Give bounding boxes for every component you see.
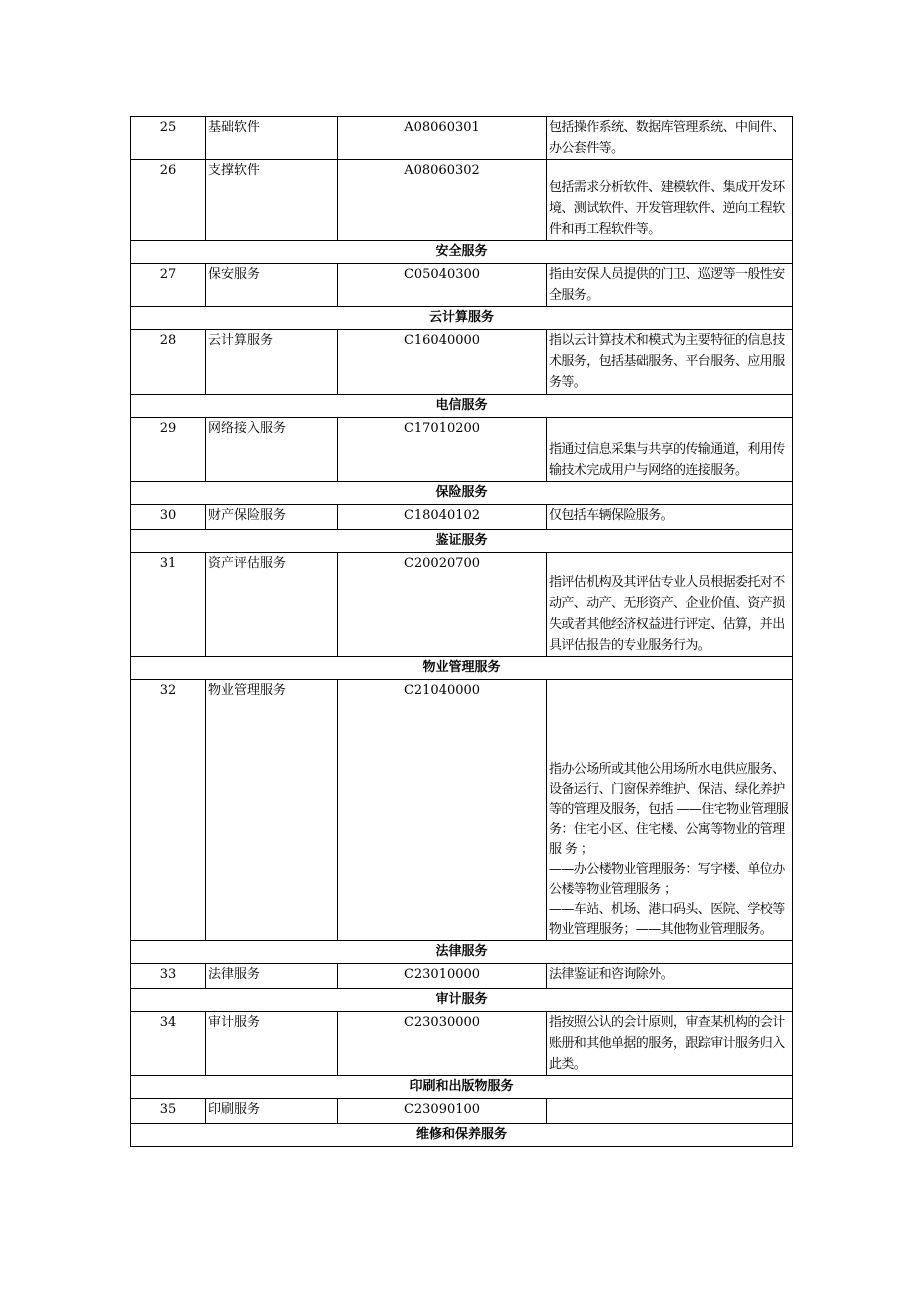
section-header (131, 1076, 793, 1099)
table-row (131, 1099, 793, 1124)
description-text: 指由安保人员提供的门卫、巡逻等一般性安全服务。 (549, 267, 785, 303)
description-text: 指以云计算技术和模式为主要特征的信息技术服务，包括基础服务、平台服务、应用服务等。 (549, 333, 785, 390)
item-name: 云计算服务 (206, 330, 338, 395)
item-code: C23010000 (338, 964, 547, 989)
item-name: 法律服务 (206, 964, 338, 989)
item-name: 网络接入服务 (206, 418, 338, 482)
item-description (547, 330, 793, 395)
item-code: C20020700 (338, 553, 547, 657)
item-code: C05040300 (338, 264, 547, 307)
section-header (131, 530, 793, 553)
item-name: 资产评估服务 (206, 553, 338, 657)
section-title: 保险服务 (131, 482, 793, 505)
item-code: C17010200 (338, 418, 547, 482)
description-text: 法律鉴证和咨询除外。 (549, 967, 674, 982)
row-number: 33 (131, 964, 206, 989)
item-description (547, 117, 793, 160)
description-text: 指按照公认的会计原则，审查某机构的会计账册和其他单据的服务，跟踪审计服务归入此类。 (549, 1015, 785, 1072)
section-header (131, 989, 793, 1012)
table-row (131, 264, 793, 307)
row-number: 35 (131, 1099, 206, 1124)
row-number: 29 (131, 418, 206, 482)
section-header (131, 1124, 793, 1147)
table-row (131, 418, 793, 482)
section-header (131, 657, 793, 680)
row-number: 25 (131, 117, 206, 160)
description-text: 指评估机构及其评估专业人员根据委托对不动产、动产、无形资产、企业价值、资产损失或者其他经济权益进行评定、估算，并出具评估报告的专业服务行为。 (549, 575, 785, 653)
table-row (131, 680, 793, 941)
item-description (547, 680, 793, 941)
table-row (131, 553, 793, 657)
section-title: 法律服务 (131, 941, 793, 964)
item-description (547, 1012, 793, 1076)
row-number: 30 (131, 505, 206, 530)
row-number: 27 (131, 264, 206, 307)
item-name: 基础软件 (206, 117, 338, 160)
section-title: 鉴证服务 (131, 530, 793, 553)
table-row (131, 964, 793, 989)
section-title: 维修和保养服务 (131, 1124, 793, 1147)
item-description (547, 418, 793, 482)
section-title: 云计算服务 (131, 307, 793, 330)
item-code: C21040000 (338, 680, 547, 941)
description-text: 仅包括车辆保险服务。 (549, 508, 674, 523)
item-description (547, 553, 793, 657)
row-number: 32 (131, 680, 206, 941)
item-code: C16040000 (338, 330, 547, 395)
item-name: 保安服务 (206, 264, 338, 307)
item-description (547, 160, 793, 241)
description-text: 包括操作系统、数据库管理系统、中间件、办公套件等。 (549, 120, 785, 156)
item-code: A08060302 (338, 160, 547, 241)
item-name: 审计服务 (206, 1012, 338, 1076)
item-name: 物业管理服务 (206, 680, 338, 941)
item-description (547, 1099, 793, 1124)
description-text: 包括需求分析软件、建模软件、集成开发环境、测试软件、开发管理软件、逆向工程软件和再工程软件等。 (549, 180, 785, 237)
section-header (131, 395, 793, 418)
item-description (547, 964, 793, 989)
section-header (131, 941, 793, 964)
section-header (131, 241, 793, 264)
item-description (547, 505, 793, 530)
item-code: C23090100 (338, 1099, 547, 1124)
item-description (547, 264, 793, 307)
table-row (131, 1012, 793, 1076)
item-name: 财产保险服务 (206, 505, 338, 530)
section-title: 安全服务 (131, 241, 793, 264)
description-text: 指通过信息采集与共享的传输通道，利用传输技术完成用户与网络的连接服务。 (549, 442, 785, 478)
table-row (131, 505, 793, 530)
description-text: 指办公场所或其他公用场所水电供应服务、设备运行、门窗保养维护、保洁、绿化养护等的管理及服务，包括 ——住宅物业管理服务：住宅小区、住宅楼、公寓等物业的管理服 务 ； ——办公楼物业管理服务：写字楼、单位办公楼等物业管理服务 ； ——车站、机场、港口码头、医院、学校等物业管理服务；——其他物业管理服务。 (549, 762, 789, 937)
section-title: 物业管理服务 (131, 657, 793, 680)
row-number: 31 (131, 553, 206, 657)
item-code: C23030000 (338, 1012, 547, 1076)
item-name: 支撑软件 (206, 160, 338, 241)
item-code: C18040102 (338, 505, 547, 530)
row-number: 34 (131, 1012, 206, 1076)
table-row (131, 117, 793, 160)
catalog-table (130, 116, 793, 1147)
section-header (131, 307, 793, 330)
table-row (131, 160, 793, 241)
item-name: 印刷服务 (206, 1099, 338, 1124)
table-row (131, 330, 793, 395)
item-code: A08060301 (338, 117, 547, 160)
section-title: 电信服务 (131, 395, 793, 418)
section-header (131, 482, 793, 505)
section-title: 审计服务 (131, 989, 793, 1012)
section-title: 印刷和出版物服务 (131, 1076, 793, 1099)
row-number: 28 (131, 330, 206, 395)
row-number: 26 (131, 160, 206, 241)
